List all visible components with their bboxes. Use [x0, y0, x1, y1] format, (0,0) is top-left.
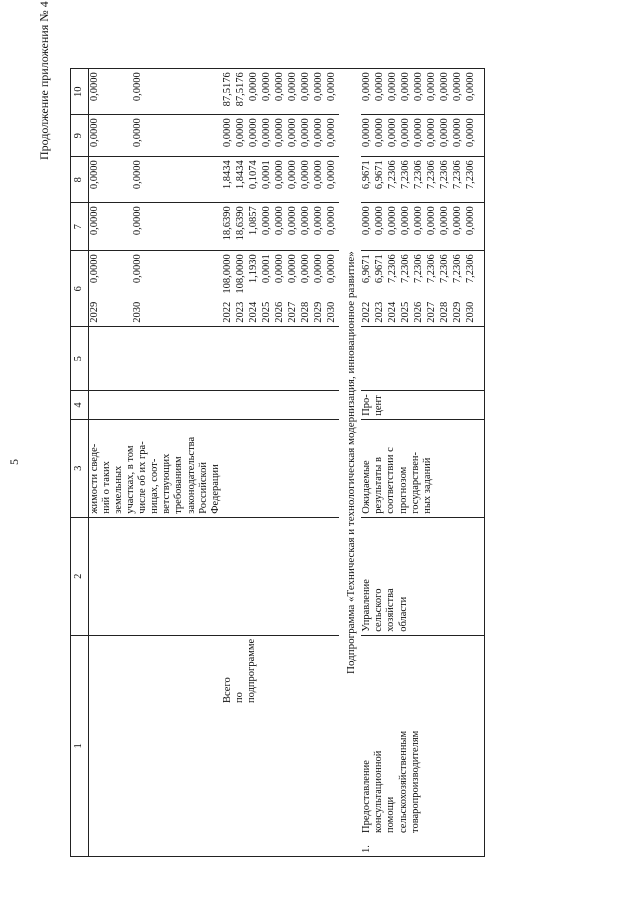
value-cell: 0,0000	[261, 69, 274, 115]
column-number: 1	[71, 635, 89, 856]
value-cell: 0,0000	[326, 157, 339, 203]
value-cell: 0,0000	[439, 69, 452, 115]
value-cell: 7,2306	[413, 157, 426, 203]
value-cell: 0,0000	[413, 69, 426, 115]
value-cell: 0,0000	[274, 115, 287, 157]
item-name-cell	[361, 635, 485, 856]
value-cell: 0,0000	[300, 251, 313, 299]
year-cell: 2023	[374, 301, 386, 323]
year-cell: 2029	[312, 301, 324, 323]
value-cell: 7,2306	[400, 251, 413, 299]
indicator-text: Ожидаемые результаты в соответствии с прогнозом государствен- ных заданий	[361, 447, 433, 514]
value-cell: 6,9671	[361, 251, 374, 299]
value-cell: 0,0000	[313, 157, 326, 203]
value-cell: 18,6390	[222, 203, 235, 251]
value-cell: 0,0000	[374, 69, 387, 115]
value-cell: 1,0857	[248, 203, 261, 251]
value-cell: 108,0000	[235, 251, 248, 299]
value-cell: 0,0000	[374, 203, 387, 251]
unit-text: Про- цент	[361, 394, 385, 416]
year-cell: 2030	[131, 301, 143, 323]
value-cell: 7,2306	[426, 251, 439, 299]
value-cell: 0,0000	[274, 203, 287, 251]
value-cell: 1,1930	[248, 251, 261, 299]
year-cell: 2029	[89, 301, 100, 323]
value-cell: 7,2306	[452, 157, 465, 203]
value-cell: 0,0000	[326, 69, 339, 115]
value-cell: 0,0000	[274, 157, 287, 203]
value-cell: 0,0000	[400, 203, 413, 251]
executor-cell	[361, 517, 485, 635]
value-cell: 0,0000	[452, 69, 465, 115]
table-row	[89, 69, 104, 857]
indicator-text: жимости сведе- ний о таких земельных участках, в том числе об их гра- ницах, соот- ветствующих требованиям законодательства Российской Федерации	[89, 436, 221, 514]
value-cell: 0,0000	[439, 203, 452, 251]
empty-cell	[222, 327, 339, 391]
value-cell: 0,0000	[89, 157, 104, 203]
column-number: 2	[71, 517, 89, 635]
value-cell: 0,0000	[465, 115, 478, 157]
value-cell: 0,0000	[313, 115, 326, 157]
total-label-cell	[222, 635, 339, 856]
column-number: 3	[71, 419, 89, 517]
empty-cell	[222, 391, 339, 420]
column-number: 4	[71, 391, 89, 420]
value-cell: 0,0000	[287, 157, 300, 203]
value-cell: 7,2306	[452, 251, 465, 299]
value-cell: 0,0000	[287, 115, 300, 157]
value-cell: 0,0000	[89, 203, 104, 251]
value-cell: 0,0000	[361, 69, 374, 115]
value-cell: 0,0000	[465, 203, 478, 251]
value-cell: 0,0001	[261, 251, 274, 299]
value-cell: 0,0000	[374, 115, 387, 157]
year-cell: 2025	[400, 301, 412, 323]
value-cell: 0,0000	[89, 69, 104, 115]
appendix-title: Продолжение приложения № 4	[37, 1, 51, 160]
value-cell: 0,0000	[426, 203, 439, 251]
value-cell: 0,0000	[274, 69, 287, 115]
year-cell: 2028	[299, 301, 311, 323]
year-cell: 2026	[413, 301, 425, 323]
year-cell: 2025	[260, 301, 272, 323]
year-cell: 2028	[439, 301, 451, 323]
empty-cell	[361, 327, 485, 391]
year-cell: 2022	[361, 301, 373, 323]
value-cell: 7,2306	[387, 157, 400, 203]
value-cell: 0,0000	[274, 251, 287, 299]
year-cell: 2027	[286, 301, 298, 323]
value-cell: 0,0000	[452, 115, 465, 157]
value-cell: 0,0000	[326, 251, 339, 299]
value-cell: 6,9671	[374, 251, 387, 299]
year-cell: 2027	[426, 301, 438, 323]
value-cell: 7,2306	[387, 251, 400, 299]
value-cell: 0,0000	[413, 115, 426, 157]
subprogram-title-row	[339, 69, 362, 857]
value-cell: 0,0000	[361, 115, 374, 157]
year-cell: 2029	[452, 301, 464, 323]
value-cell: 7,2306	[465, 157, 478, 203]
year-cell: 2030	[325, 301, 337, 323]
budget-table	[70, 68, 485, 857]
empty-cell	[89, 635, 222, 856]
column-number: 6	[71, 251, 89, 327]
value-cell: 7,2306	[439, 251, 452, 299]
value-cell: 0,0001	[261, 157, 274, 203]
value-cell: 0,0000	[300, 203, 313, 251]
value-cell: 0,0000	[287, 251, 300, 299]
page-number: 5	[7, 459, 21, 465]
value-cell: 0,0000	[465, 69, 478, 115]
value-cell: 0,0000	[313, 251, 326, 299]
value-cell: 0,0000	[300, 69, 313, 115]
value-cell: 0,0000	[89, 251, 104, 299]
year-cell: 2030	[465, 301, 477, 323]
value-cell: 87,5176	[235, 69, 248, 115]
value-cell: 7,2306	[465, 251, 478, 299]
year-cell: 2024	[387, 301, 399, 323]
value-cell: 0,0000	[400, 69, 413, 115]
value-cell: 1,8434	[235, 157, 248, 203]
subprogram-title: Подпрограмма «Техническая и технологическая модернизация, инновационное развитие»	[339, 69, 362, 857]
indicator-cell	[361, 419, 485, 517]
value-cell: 7,2306	[439, 157, 452, 203]
item-name: Предоставление консультационной помощи сельскохозяйственным товаропроизводителям	[361, 730, 421, 833]
value-cell: 0,0000	[361, 203, 374, 251]
value-cell: 0,0000	[452, 203, 465, 251]
value-cell: 0,0000	[300, 115, 313, 157]
column-number: 9	[71, 115, 89, 157]
value-cell: 0,0000	[222, 115, 235, 157]
value-cell: 0,0000	[261, 115, 274, 157]
value-cell: 0,0000	[104, 251, 150, 299]
value-cell: 0,1074	[248, 157, 261, 203]
value-cell: 0,0000	[104, 115, 150, 157]
value-cell: 0,0000	[426, 115, 439, 157]
total-label: Всего по подпрограмме	[221, 638, 257, 703]
indicator-cell	[89, 419, 222, 517]
column-number: 8	[71, 157, 89, 203]
year-cell: 2022	[221, 301, 233, 323]
value-cell: 108,0000	[222, 251, 235, 299]
value-cell: 18,6390	[235, 203, 248, 251]
value-cell: 7,2306	[413, 251, 426, 299]
empty-cell	[222, 419, 339, 517]
empty-cell	[222, 517, 339, 635]
value-cell: 0,0000	[326, 203, 339, 251]
value-cell: 0,0000	[248, 69, 261, 115]
year-cell: 2023	[234, 301, 246, 323]
value-cell: 0,0000	[387, 203, 400, 251]
column-number: 7	[71, 203, 89, 251]
table-row	[361, 69, 374, 857]
value-cell: 7,2306	[426, 157, 439, 203]
value-cell: 0,0000	[439, 115, 452, 157]
value-cell: 0,0000	[387, 69, 400, 115]
value-cell: 0,0000	[300, 157, 313, 203]
empty-cell	[89, 517, 222, 635]
value-cell: 0,0000	[313, 69, 326, 115]
value-cell: 0,0000	[400, 115, 413, 157]
value-cell: 1,8434	[222, 157, 235, 203]
value-cell: 0,0000	[287, 203, 300, 251]
unit-cell	[361, 391, 485, 420]
value-cell: 0,0000	[235, 115, 248, 157]
value-cell: 0,0000	[287, 69, 300, 115]
value-cell: 0,0000	[261, 203, 274, 251]
empty-cell	[89, 327, 222, 391]
value-cell: 0,0000	[104, 157, 150, 203]
value-cell: 0,0000	[426, 69, 439, 115]
value-cell: 6,9671	[361, 157, 374, 203]
value-cell: 7,2306	[400, 157, 413, 203]
value-cell: 0,0000	[104, 69, 150, 115]
item-number: 1.	[361, 845, 373, 853]
value-cell: 0,0000	[413, 203, 426, 251]
value-cell: 0,0000	[89, 115, 104, 157]
value-cell: 0,0000	[104, 203, 150, 251]
value-cell: 0,0000	[313, 203, 326, 251]
table-row	[222, 69, 235, 857]
value-cell: 6,9671	[374, 157, 387, 203]
column-number-row	[71, 69, 89, 857]
executor-text: Управление сельского хозяйства области	[361, 579, 409, 632]
column-number: 5	[71, 327, 89, 391]
year-cell: 2024	[247, 301, 259, 323]
value-cell: 0,0000	[326, 115, 339, 157]
empty-cell	[89, 391, 222, 420]
value-cell: 87,5176	[222, 69, 235, 115]
column-number: 10	[71, 69, 89, 115]
value-cell: 0,0000	[387, 115, 400, 157]
value-cell: 0,0000	[248, 115, 261, 157]
year-cell: 2026	[273, 301, 285, 323]
